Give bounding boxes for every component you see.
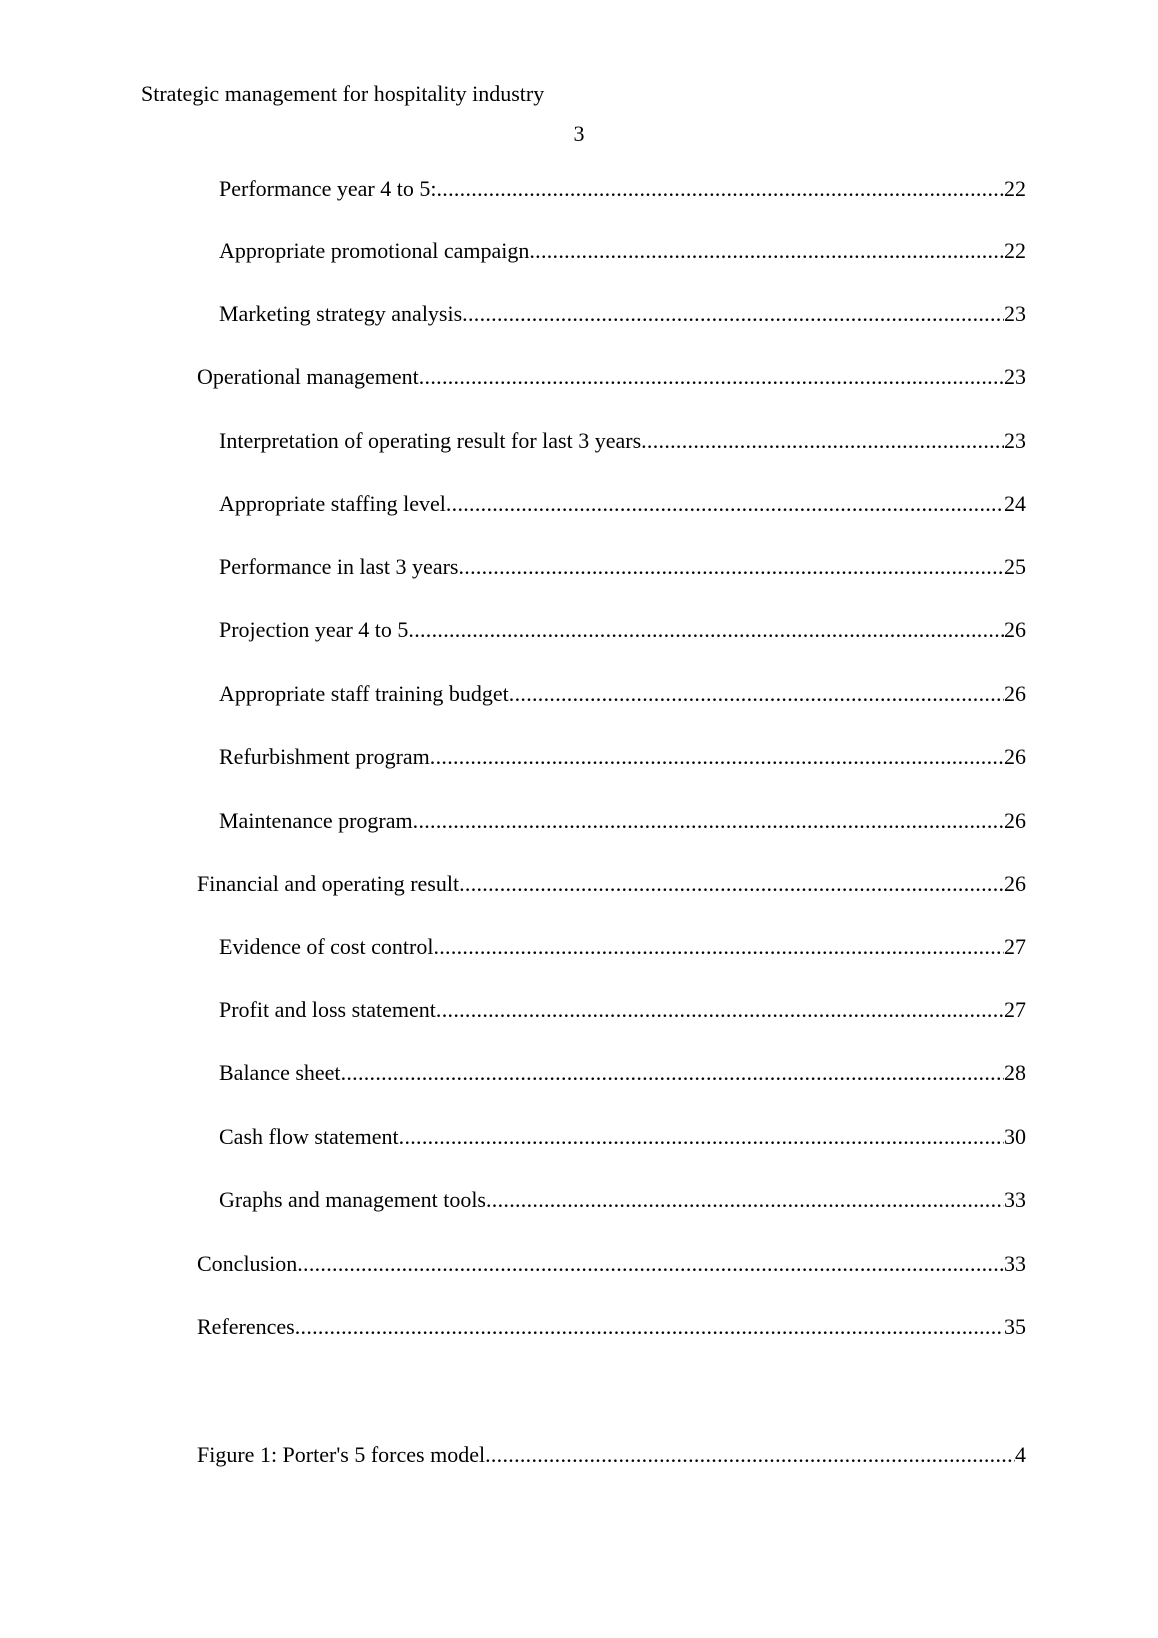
toc-entry-page: 26 <box>1004 617 1026 642</box>
dot-leader <box>509 679 1004 709</box>
toc-entry-page: 22 <box>1004 176 1026 201</box>
toc-entry-title: Performance in last 3 years <box>219 554 459 579</box>
figure-entry-page: 4 <box>1015 1442 1026 1467</box>
toc-entry-title: Marketing strategy analysis <box>219 301 463 326</box>
dot-leader <box>341 1058 1004 1088</box>
toc-entry-page: 26 <box>1004 681 1026 706</box>
figure-list-entry[interactable] <box>197 1440 1026 1470</box>
toc-entry-title: Evidence of cost control <box>219 934 434 959</box>
dot-leader <box>297 1249 1004 1279</box>
toc-entry[interactable] <box>219 426 1026 456</box>
toc-entry[interactable] <box>219 1185 1026 1215</box>
toc-entry-page: 25 <box>1004 554 1026 579</box>
toc-entry-page: 33 <box>1004 1251 1026 1276</box>
toc-entry[interactable] <box>219 552 1026 582</box>
running-header: Strategic management for hospitality industry <box>141 81 545 106</box>
dot-leader <box>433 932 1004 962</box>
toc-entry-page: 28 <box>1004 1060 1026 1085</box>
dot-leader <box>446 489 1004 519</box>
dot-leader <box>641 426 1004 456</box>
toc-entry[interactable] <box>219 299 1026 329</box>
toc-entry-title: Balance sheet <box>219 1060 341 1085</box>
toc-entry[interactable] <box>219 236 1026 266</box>
toc-entry-title: References <box>197 1314 295 1339</box>
toc-entry[interactable] <box>219 932 1026 962</box>
toc-entry-page: 26 <box>1004 744 1026 769</box>
toc-entry[interactable] <box>197 1312 1026 1342</box>
figure-entry-title: Figure 1: Porter's 5 forces model <box>197 1442 486 1467</box>
toc-entry[interactable] <box>219 489 1026 519</box>
toc-entry-page: 23 <box>1004 364 1026 389</box>
dot-leader <box>459 869 1004 899</box>
toc-entry-title: Operational management <box>197 364 419 389</box>
toc-entry[interactable] <box>197 1249 1026 1279</box>
toc-entry[interactable] <box>219 742 1026 772</box>
toc-entry-title: Graphs and management tools <box>219 1187 486 1212</box>
dot-leader <box>436 995 1004 1025</box>
dot-leader <box>485 1440 1015 1470</box>
toc-entry-page: 30 <box>1004 1124 1026 1149</box>
toc-entry[interactable] <box>219 1122 1026 1152</box>
page-number: 3 <box>573 121 585 146</box>
toc-entry-page: 33 <box>1004 1187 1026 1212</box>
toc-entry-page: 26 <box>1004 871 1026 896</box>
toc-entry-title: Profit and loss statement <box>219 997 436 1022</box>
dot-leader <box>413 806 1004 836</box>
toc-entry-title: Maintenance program <box>219 808 413 833</box>
toc-entry-page: 23 <box>1004 301 1026 326</box>
toc-entry-title: Appropriate staff training budget <box>219 681 509 706</box>
dot-leader <box>295 1312 1004 1342</box>
toc-entry-title: Cash flow statement <box>219 1124 399 1149</box>
toc-entry-page: 27 <box>1004 934 1026 959</box>
dot-leader <box>436 174 1004 204</box>
toc-entry[interactable] <box>219 806 1026 836</box>
dot-leader <box>419 362 1004 392</box>
dot-leader <box>458 552 1004 582</box>
toc-entry[interactable] <box>219 1058 1026 1088</box>
toc-entry-title: Appropriate promotional campaign <box>219 238 530 263</box>
toc-entry[interactable] <box>219 615 1026 645</box>
toc-entry-title: Conclusion <box>197 1251 298 1276</box>
toc-entry[interactable] <box>219 679 1026 709</box>
dot-leader <box>486 1185 1004 1215</box>
toc-entry-page: 24 <box>1004 491 1026 516</box>
toc-entry-title: Refurbishment program <box>219 744 430 769</box>
toc-entry[interactable] <box>219 995 1026 1025</box>
toc-entry-title: Appropriate staffing level <box>219 491 446 516</box>
toc-entry[interactable] <box>197 362 1026 392</box>
toc-entry[interactable] <box>197 869 1026 899</box>
toc-entry-page: 26 <box>1004 808 1026 833</box>
toc-entry-title: Projection year 4 to 5 <box>219 617 409 642</box>
toc-entry-page: 35 <box>1004 1314 1026 1339</box>
toc-entry[interactable] <box>219 174 1026 204</box>
toc-entry-page: 23 <box>1004 428 1026 453</box>
dot-leader <box>399 1122 1004 1152</box>
toc-entry-page: 22 <box>1004 238 1026 263</box>
toc-entry-title: Interpretation of operating result for last 3 years <box>219 428 642 453</box>
dot-leader <box>529 236 1004 266</box>
dot-leader <box>462 299 1004 329</box>
dot-leader <box>408 615 1004 645</box>
toc-entry-title: Financial and operating result <box>197 871 460 896</box>
dot-leader <box>430 742 1004 772</box>
toc-entry-title: Performance year 4 to 5: <box>219 176 437 201</box>
toc-entry-page: 27 <box>1004 997 1026 1022</box>
